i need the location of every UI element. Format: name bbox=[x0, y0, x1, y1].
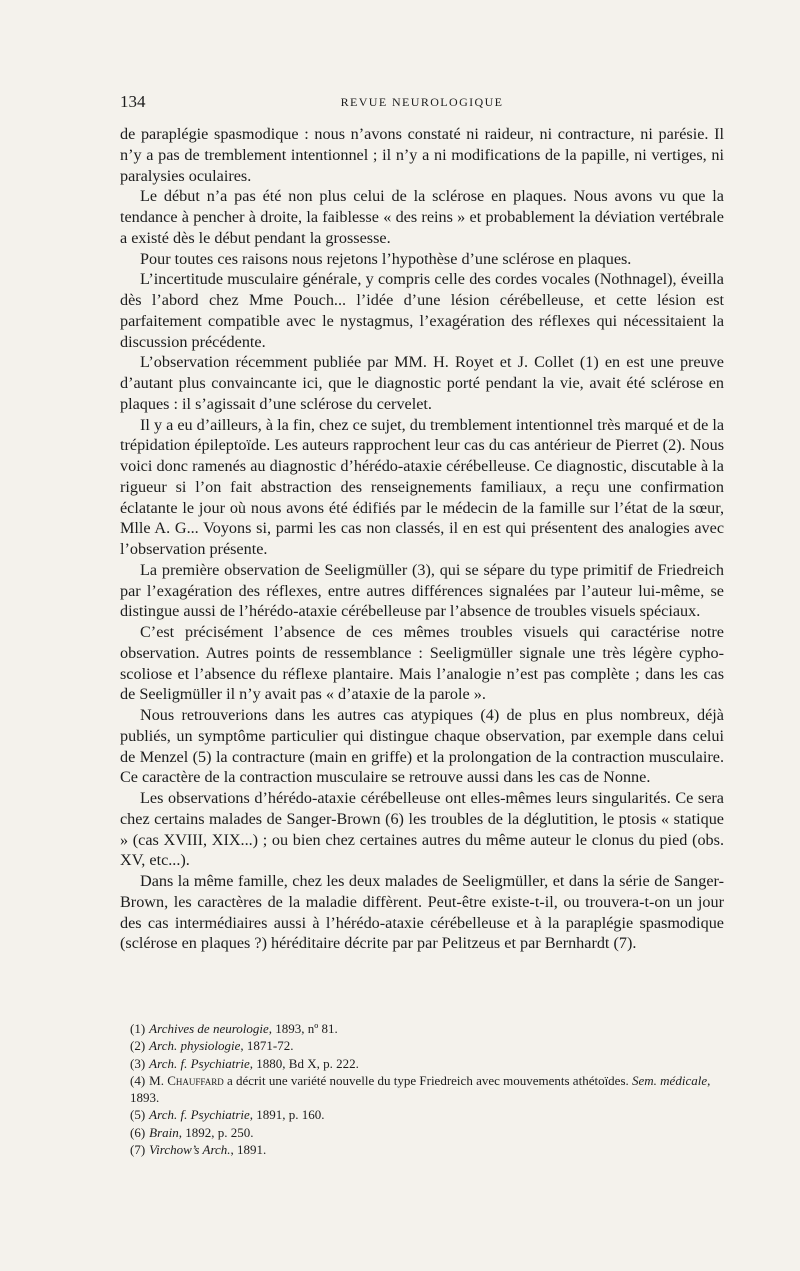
footnote-text: a décrit une variété nouvelle du type Friedreich avec mouvements athétoïdes. bbox=[223, 1072, 633, 1088]
footnote bbox=[120, 1020, 724, 1037]
paragraph: Il y a eu d’ailleurs, à la fin, chez ce sujet, du tremblement intentionnel très marqué et de la trépidation épileptoïde. Les auteurs rapprochent leur cas du cas antérieur de Pierret (2). Nous voici donc ramenés au diagnostic d’hérédo-ataxie cérébelleuse. Ce diagnostic, discutable à la rigueur si l’on fait abstraction des renseignements familiaux, a reçu une confirmation éclatante le jour où nous avons été édifiés par le médecin de la famille sur l’état de la sœur, Mlle A. G... Voyons si, parmi les cas non classés, il en est qui présentent des analogies avec l’observation présente. bbox=[120, 415, 724, 558]
footnote-details: , 1880, Bd X, p. 222. bbox=[249, 1055, 359, 1071]
footnote-source: Brain bbox=[149, 1124, 179, 1140]
page-header bbox=[120, 92, 724, 114]
paragraph: Dans la même famille, chez les deux malades de Seeligmüller, et dans la série de Sanger-Brown, les caractères de la maladie diffèrent. Peut-être existe-t-il, ou trouvera-t-on un jour des cas intermédiaires aussi à l’hérédo-ataxie cérébelleuse et à la paraplégie spasmodique (sclérose en plaques ?) héréditaire décrite par par Pelitzeus et par Bernhardt (7). bbox=[120, 872, 724, 953]
footnote-number: (6) bbox=[130, 1124, 146, 1140]
footnote-number: (1) bbox=[130, 1021, 146, 1036]
footnote-details: , 1893. bbox=[130, 1072, 711, 1106]
footnote bbox=[120, 1141, 724, 1158]
footnote-number: (4) bbox=[130, 1072, 146, 1088]
footnote-details: , 1893, nº 81. bbox=[268, 1021, 338, 1036]
footnote bbox=[120, 1124, 724, 1141]
paragraph: Les observations d’hérédo-ataxie cérébelleuse ont elles-mêmes leurs singularités. Ce sera chez certains malades de Sanger-Brown (6) les troubles de la déglutition, le ptosis « statique » (cas XVIII, XIX...) ; ou bien chez certaines autres du même auteur le clonus du pied (obs. XV, etc...). bbox=[120, 789, 724, 870]
paragraph: de paraplégie spasmodique : nous n’avons constaté ni raideur, ni contracture, ni parésie. Il n’y a pas de tremblement intentionnel ; il n’y a ni modifications de la papille, ni vertiges, ni paralysies oculaires. bbox=[120, 125, 724, 185]
footnote-number: (7) bbox=[130, 1142, 146, 1158]
footnote-source: Arch. physiologie bbox=[149, 1038, 241, 1054]
footnote-number: (2) bbox=[130, 1038, 146, 1054]
footnote-source: Arch. f. Psychiatrie bbox=[149, 1107, 250, 1123]
footnote bbox=[120, 1072, 724, 1107]
paragraph: L’incertitude musculaire générale, y compris celle des cordes vocales (Nothnagel), éveilla dès l’abord chez Mme Pouch... l’idée d’une lésion cérébelleuse, et cette lésion est parfaitement compatible avec le nystagmus, l’exagération des réflexes qui nécessitaient la discussion précédente. bbox=[120, 270, 724, 351]
running-head: REVUE NEUROLOGIQUE bbox=[340, 95, 504, 109]
footnote-number: (5) bbox=[130, 1107, 146, 1123]
footnote-source: Virchow’s Arch. bbox=[149, 1142, 231, 1158]
footnote-source: Archives de neurologie bbox=[149, 1021, 269, 1036]
paragraph: C’est précisément l’absence de ces mêmes troubles visuels qui caractérise notre observation. Autres points de ressemblance : Seeligmüller signale une très légère cypho-scoliose et l’absence du réflexe plantaire. Mais l’analogie n’est pas complète ; dans les cas de Seeligmüller il n’y avait pas « d’ataxie de la parole ». bbox=[120, 623, 724, 704]
paragraph: L’observation récemment publiée par MM. H. Royet et J. Collet (1) en est une preuve d’autant plus convaincante ici, que le diagnostic porté pendant la vie, avait été sclérose en plaques : il s’agissait d’une sclérose du cervelet. bbox=[120, 353, 724, 413]
footnote bbox=[120, 1037, 724, 1054]
footnotes bbox=[120, 1020, 724, 1158]
footnote bbox=[120, 1055, 724, 1072]
footnote-details: , 1892, p. 250. bbox=[178, 1124, 254, 1140]
paragraph: Le début n’a pas été non plus celui de la sclérose en plaques. Nous avons vu que la tendance à pencher à droite, la faiblesse « des reins » et probablement la déviation vertébrale a existé dès le début pendant la grossesse. bbox=[120, 187, 724, 247]
footnote bbox=[120, 1106, 724, 1123]
body-text bbox=[120, 124, 724, 954]
paragraph: La première observation de Seeligmüller (3), qui se sépare du type primitif de Friedreich par l’exagération des réflexes, entre autres différences signalées par l’auteur lui-même, se distingue aussi de l’hérédo-ataxie cérébelleuse par l’absence de troubles visuels spéciaux. bbox=[120, 560, 724, 621]
footnote-details: , 1871-72. bbox=[240, 1038, 294, 1054]
footnote-details: , 1891. bbox=[230, 1142, 267, 1158]
page-number: 134 bbox=[120, 92, 146, 111]
footnote-author: M. Chauffard bbox=[149, 1072, 224, 1088]
footnote-number: (3) bbox=[130, 1055, 146, 1071]
paragraph: Pour toutes ces raisons nous rejetons l’hypothèse d’une sclérose en plaques. bbox=[140, 249, 632, 268]
paragraph: Nous retrouverions dans les autres cas atypiques (4) de plus en plus nombreux, déjà publiés, un symptôme particulier qui distingue chaque observation, par exemple dans celui de Menzel (5) la contracture (main en griffe) et la prolongation de la contraction musculaire. Ce caractère de la contraction musculaire se retrouve aussi dans les cas de Nonne. bbox=[120, 706, 724, 787]
footnote-source: Arch. f. Psychiatrie bbox=[149, 1055, 250, 1071]
footnote-source: Sem. médicale bbox=[632, 1072, 708, 1088]
footnote-details: , 1891, p. 160. bbox=[249, 1107, 325, 1123]
